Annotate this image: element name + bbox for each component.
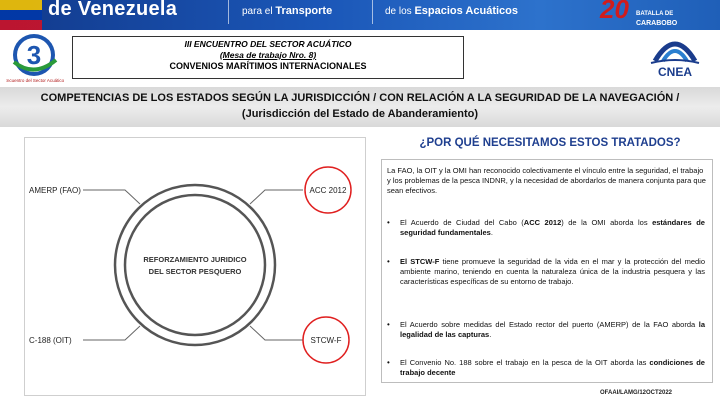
label-stcw: STCW-F (310, 336, 342, 345)
title-box (72, 36, 464, 79)
banner-divider (228, 0, 229, 24)
bullet-amerp: • El Acuerdo sobre medidas del Estado rector del puerto (AMERP) de la FAO aborda la legalidad de las capturas. (387, 320, 705, 339)
center-label-line1: REFORZAMIENTO JURIDICO (143, 255, 247, 264)
label-c188: C-188 (OIT) (29, 336, 72, 345)
anniversary-logo: 20 BATALLA DE CARABOBO (600, 0, 678, 27)
top-banner (0, 0, 720, 30)
why-textbox (381, 159, 713, 383)
label-amerp: AMERP (FAO) (29, 186, 81, 195)
event-logo-number: 3 (26, 40, 42, 70)
bullet-acc: • El Acuerdo de Ciudad del Cabo (ACC 2012) de la OMI aborda los estándares de seguridad fundamentales. (387, 218, 705, 237)
event-logo-caption: Encuentro del Sector Acuático (6, 78, 65, 83)
banner-ministry-acuaticos: de los Espacios Acuáticos (385, 5, 518, 17)
section-heading (0, 87, 720, 127)
center-label-line2: DEL SECTOR PESQUERO (148, 267, 242, 276)
banner-ministry-transport: para el Transporte (242, 5, 333, 17)
connector-c188 (83, 326, 140, 340)
title-line-2: (Mesa de trabajo Nro. 8) (219, 50, 317, 60)
inner-ring (125, 195, 265, 335)
event-logo (6, 32, 66, 84)
banner-divider (372, 0, 373, 24)
outer-ring (115, 185, 275, 345)
heading-line-2: (Jurisdicción del Estado de Abanderamiento) (241, 108, 479, 120)
banner-country: de Venezuela (48, 0, 178, 20)
why-title: ¿POR QUÉ NECESITAMOS ESTOS TRATADOS? (419, 137, 681, 149)
footer-reference: OFAAI/LAMG/12OCT2022 (600, 390, 673, 396)
cnea-logo (645, 33, 705, 79)
flag-icon (0, 0, 42, 30)
bullet-c188: • El Convenio No. 188 sobre el trabajo en la pesca de la OIT aborda las condiciones de trabajo decente (387, 358, 705, 377)
title-line-3: CONVENIOS MARÍTIMOS INTERNACIONALES (169, 61, 367, 71)
label-acc: ACC 2012 (309, 186, 347, 195)
title-line-1: III ENCUENTRO DEL SECTOR ACUÁTICO (184, 39, 352, 49)
connector-acc (250, 190, 303, 204)
bullet-stcw: • El STCW-F tiene promueve la seguridad de la vida en el mar y la protección del medio ambiente marino, teniendo en cuenta la naturaleza única de la industria pesquera y las características específicas de su entorno de trabajo. (387, 257, 705, 286)
connector-amerp (83, 190, 140, 204)
heading-line-1: COMPETENCIAS DE LOS ESTADOS SEGÚN LA JURISDICCIÓN / CON RELACIÓN A LA SEGURIDAD DE LA NAVEGACIÓN / (40, 92, 680, 104)
jurisdiction-diagram (24, 137, 366, 396)
connector-stcw (250, 326, 303, 340)
why-intro: La FAO, la OIT y la OMI han reconocido colectivamente el vínculo entre la seguridad, el trabajo y los problemas de la pesca INDNR, y la necesidad de abordarlos de manera conjunta para que sean efectivos. (387, 166, 706, 195)
cnea-name: CNEA (657, 65, 692, 79)
